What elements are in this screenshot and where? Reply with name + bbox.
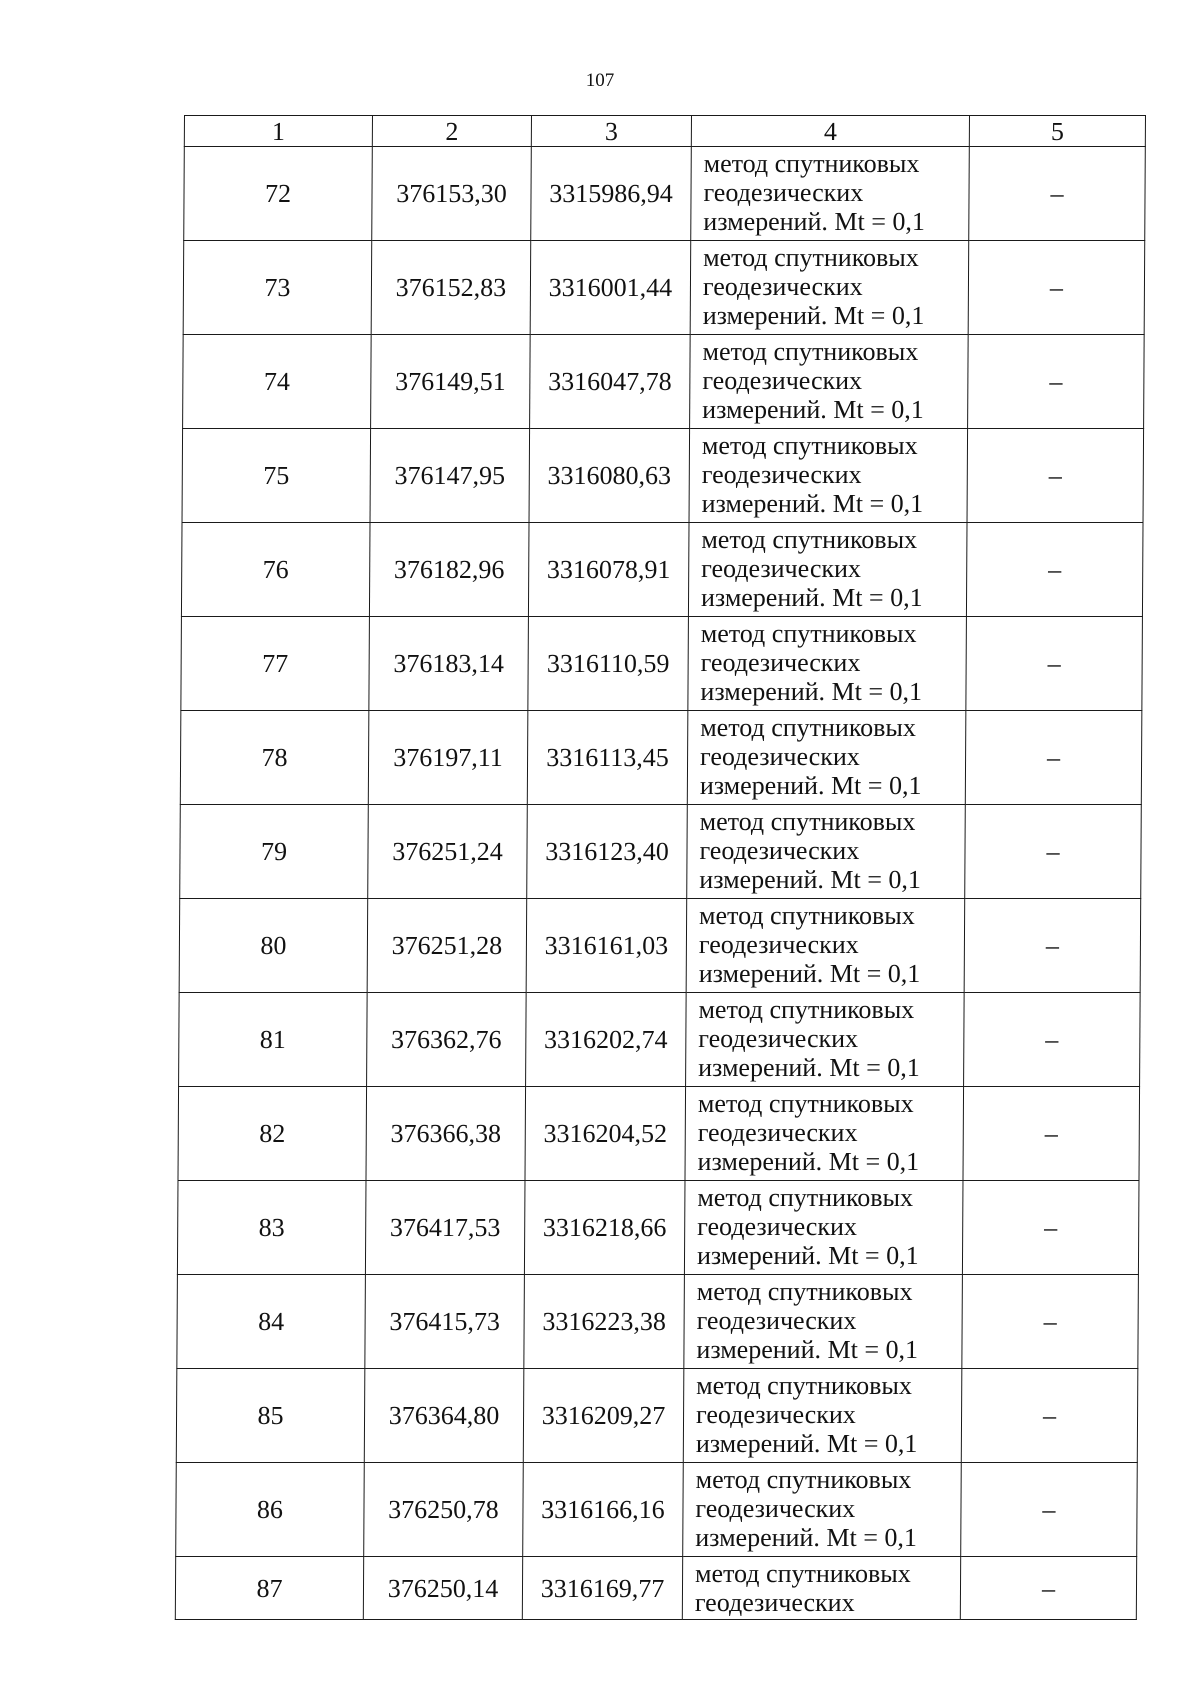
- method-cell: [691, 147, 970, 241]
- method-line: метод спутниковых: [697, 1183, 914, 1212]
- method-line: геодезических: [697, 1212, 858, 1241]
- method-line: измерений. Mt = 0,1: [696, 1335, 919, 1364]
- y-coordinate-cell: 3316123,40: [527, 805, 688, 899]
- point-number-cell: 80: [179, 899, 368, 993]
- point-number-cell: 78: [180, 711, 369, 805]
- method-line: геодезических: [703, 178, 864, 207]
- note-cell: –: [968, 241, 1145, 335]
- point-number-cell: 85: [176, 1369, 365, 1463]
- table-row: [179, 899, 1141, 993]
- note-cell: –: [962, 1181, 1139, 1275]
- y-coordinate-cell: 3316218,66: [524, 1181, 685, 1275]
- x-coordinate-cell: 376417,53: [365, 1181, 525, 1275]
- method-cell: [689, 429, 968, 523]
- method-cell: [687, 805, 966, 899]
- table-row: [182, 429, 1144, 523]
- point-number-cell: 84: [177, 1275, 366, 1369]
- x-coordinate-cell: 376251,28: [367, 899, 527, 993]
- table-row: [179, 993, 1141, 1087]
- x-coordinate-cell: 376251,24: [368, 805, 528, 899]
- header-col-1: 1: [184, 116, 372, 147]
- table-row: [181, 617, 1143, 711]
- note-cell: –: [964, 993, 1141, 1087]
- note-cell: –: [965, 805, 1142, 899]
- method-line: измерений. Mt = 0,1: [699, 771, 922, 800]
- method-line: измерений. Mt = 0,1: [695, 1429, 918, 1458]
- table-row: [177, 1275, 1139, 1369]
- y-coordinate-cell: 3316223,38: [524, 1275, 685, 1369]
- method-line: геодезических: [699, 742, 860, 771]
- table-row: [180, 805, 1142, 899]
- x-coordinate-cell: 376183,14: [369, 617, 529, 711]
- method-cell: [686, 899, 965, 993]
- method-line: измерений. Mt = 0,1: [703, 207, 926, 236]
- note-cell: –: [962, 1275, 1139, 1369]
- x-coordinate-cell: 376362,76: [367, 993, 527, 1087]
- x-coordinate-cell: 376197,11: [368, 711, 528, 805]
- method-line: измерений. Mt = 0,1: [702, 301, 925, 330]
- table-header: [184, 116, 1145, 147]
- method-line: метод спутниковых: [700, 713, 917, 742]
- table-row: [184, 147, 1146, 241]
- method-line: измерений. Mt = 0,1: [700, 583, 923, 612]
- y-coordinate-cell: 3316209,27: [523, 1369, 684, 1463]
- y-coordinate-cell: 3316169,77: [522, 1557, 682, 1620]
- table-row: [181, 523, 1143, 617]
- point-number-cell: 72: [184, 147, 373, 241]
- method-line: измерений. Mt = 0,1: [701, 489, 924, 518]
- method-line: геодезических: [702, 272, 863, 301]
- method-line: измерений. Mt = 0,1: [696, 1241, 919, 1270]
- note-cell: –: [963, 1087, 1140, 1181]
- y-coordinate-cell: 3316080,63: [529, 429, 690, 523]
- method-line: измерений. Mt = 0,1: [698, 1053, 920, 1082]
- method-line: измерений. Mt = 0,1: [699, 865, 922, 894]
- table-row: [183, 335, 1145, 429]
- method-cell: [683, 1463, 962, 1557]
- method-cell: [690, 335, 969, 429]
- y-coordinate-cell: 3316113,45: [527, 711, 688, 805]
- y-coordinate-cell: 3315986,94: [531, 147, 692, 241]
- x-coordinate-cell: 376149,51: [371, 335, 531, 429]
- method-line: геодезических: [701, 554, 862, 583]
- note-cell: –: [964, 899, 1141, 993]
- header-col-5: 5: [969, 116, 1145, 147]
- table-row: [175, 1557, 1136, 1620]
- point-number-cell: 82: [178, 1087, 367, 1181]
- table-row: [176, 1463, 1138, 1557]
- table-row: [176, 1369, 1138, 1463]
- method-cell: [690, 241, 969, 335]
- method-line: геодезических: [698, 930, 859, 959]
- x-coordinate-cell: 376250,14: [363, 1557, 522, 1620]
- note-cell: –: [960, 1557, 1136, 1620]
- y-coordinate-cell: 3316202,74: [526, 993, 687, 1087]
- table-body: [175, 147, 1145, 1620]
- note-cell: –: [966, 617, 1143, 711]
- y-coordinate-cell: 3316110,59: [528, 617, 689, 711]
- y-coordinate-cell: 3316161,03: [526, 899, 687, 993]
- method-line: геодезических: [695, 1494, 856, 1523]
- method-line: метод спутниковых: [701, 431, 918, 460]
- point-number-cell: 87: [175, 1557, 363, 1620]
- table-row: [180, 711, 1142, 805]
- x-coordinate-cell: 376364,80: [364, 1369, 524, 1463]
- method-cell: [684, 1181, 963, 1275]
- method-line: измерений. Mt = 0,1: [698, 959, 921, 988]
- method-cell: [688, 617, 967, 711]
- header-col-3: 3: [531, 116, 691, 147]
- method-cell: [683, 1369, 962, 1463]
- point-number-cell: 77: [181, 617, 370, 711]
- coordinates-table: [175, 115, 1146, 1620]
- method-cell: [682, 1557, 960, 1620]
- method-line: метод спутниковых: [699, 901, 915, 930]
- x-coordinate-cell: 376415,73: [365, 1275, 525, 1369]
- header-col-4: 4: [691, 116, 969, 147]
- x-coordinate-cell: 376250,78: [364, 1463, 524, 1557]
- method-line: измерений. Mt = 0,1: [695, 1523, 918, 1552]
- method-line: геодезических: [700, 648, 861, 677]
- table-row: [177, 1181, 1139, 1275]
- note-cell: –: [965, 711, 1142, 805]
- method-line: метод спутниковых: [700, 619, 917, 648]
- note-cell: –: [969, 147, 1146, 241]
- method-line: метод спутниковых: [702, 337, 919, 366]
- header-col-2: 2: [372, 116, 531, 147]
- method-line: измерений. Mt = 0,1: [702, 395, 924, 424]
- method-line: метод спутниковых: [699, 807, 916, 836]
- point-number-cell: 83: [177, 1181, 366, 1275]
- method-line: геодезических: [697, 1118, 858, 1147]
- note-cell: –: [968, 335, 1145, 429]
- table-row: [183, 241, 1145, 335]
- note-cell: –: [961, 1463, 1138, 1557]
- point-number-cell: 86: [176, 1463, 365, 1557]
- point-number-cell: 81: [179, 993, 368, 1087]
- method-cell: [688, 523, 967, 617]
- y-coordinate-cell: 3316001,44: [530, 241, 691, 335]
- method-cell: [686, 993, 965, 1087]
- method-line: метод спутниковых: [703, 149, 920, 178]
- table-row: [178, 1087, 1140, 1181]
- note-cell: –: [961, 1369, 1138, 1463]
- y-coordinate-cell: 3316047,78: [530, 335, 691, 429]
- method-line: геодезических: [698, 1024, 859, 1053]
- point-number-cell: 73: [183, 241, 372, 335]
- method-line: метод спутниковых: [697, 1089, 914, 1118]
- point-number-cell: 75: [182, 429, 371, 523]
- note-cell: –: [966, 523, 1143, 617]
- x-coordinate-cell: 376182,96: [369, 523, 529, 617]
- method-line: метод спутниковых: [696, 1371, 913, 1400]
- method-line: метод спутниковых: [703, 243, 919, 272]
- method-cell: [685, 1087, 964, 1181]
- method-line: метод спутниковых: [701, 525, 918, 554]
- header-row: [184, 116, 1145, 147]
- method-cell: [684, 1275, 963, 1369]
- y-coordinate-cell: 3316078,91: [528, 523, 689, 617]
- page-number: 107: [585, 70, 615, 91]
- method-line: метод спутниковых: [696, 1277, 913, 1306]
- x-coordinate-cell: 376152,83: [371, 241, 531, 335]
- x-coordinate-cell: 376366,38: [366, 1087, 526, 1181]
- method-line: геодезических: [695, 1400, 856, 1429]
- x-coordinate-cell: 376153,30: [372, 147, 532, 241]
- note-cell: –: [967, 429, 1144, 523]
- method-line: геодезических: [696, 1306, 857, 1335]
- point-number-cell: 76: [181, 523, 370, 617]
- point-number-cell: 79: [180, 805, 369, 899]
- method-line: измерений. Mt = 0,1: [700, 677, 923, 706]
- y-coordinate-cell: 3316204,52: [525, 1087, 686, 1181]
- method-line: геодезических: [702, 366, 863, 395]
- method-line: метод спутниковых: [698, 995, 915, 1024]
- method-line: метод спутниковых: [695, 1559, 911, 1588]
- point-number-cell: 74: [183, 335, 372, 429]
- y-coordinate-cell: 3316166,16: [523, 1463, 684, 1557]
- x-coordinate-cell: 376147,95: [370, 429, 530, 523]
- method-line: геодезических: [699, 836, 860, 865]
- method-line: геодезических: [694, 1588, 855, 1617]
- method-line: геодезических: [701, 460, 862, 489]
- method-cell: [687, 711, 966, 805]
- method-line: метод спутниковых: [695, 1465, 912, 1494]
- method-line: измерений. Mt = 0,1: [697, 1147, 920, 1176]
